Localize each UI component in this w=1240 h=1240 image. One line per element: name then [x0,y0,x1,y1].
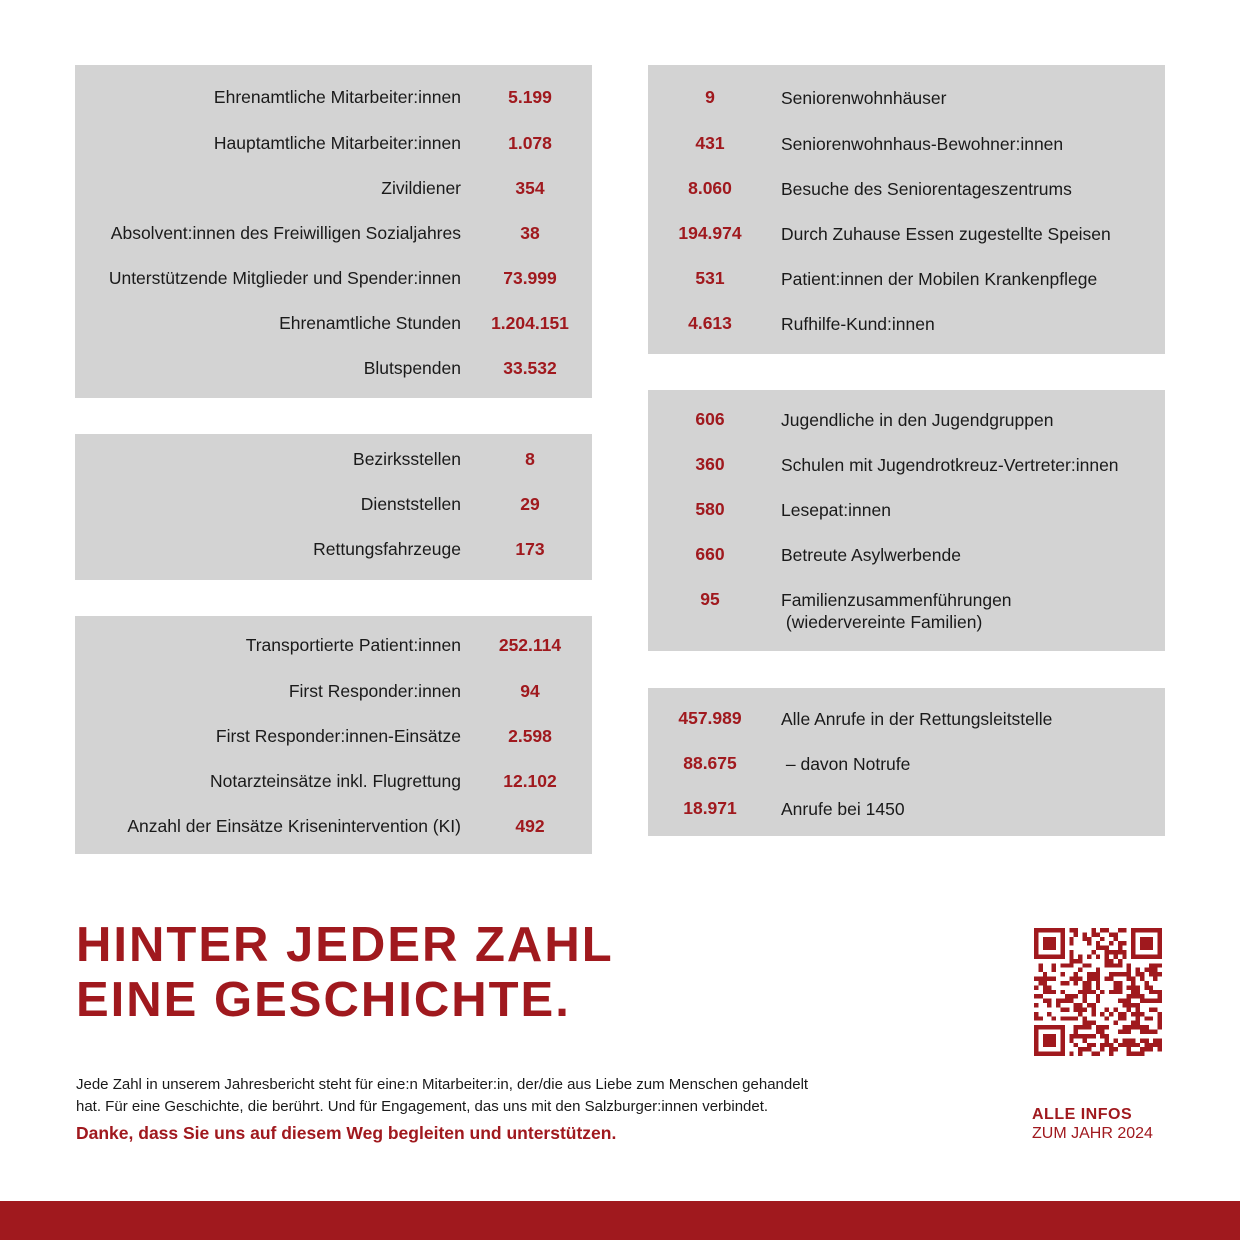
stat-value: 8.060 [688,178,732,198]
stat-label: Hauptamtliche Mitarbeiter:innen [213,133,461,153]
headline-line-1: HINTER JEDER ZAHL [76,918,614,972]
stat-label: Dienststellen [360,494,461,514]
stat-value: 457.989 [678,708,742,728]
stat-label: Absolvent:innen des Freiwilligen Sozialjahres [110,223,461,243]
stat-label: Seniorenwohnhäuser [781,88,947,108]
stat-row [648,753,1165,777]
stat-label: Familienzusammenführungen (wiedervereinte Familien) [781,590,1012,632]
cta-line-2: ZUM JAHR 2024 [1032,1125,1153,1142]
staff-panel [75,65,592,398]
stat-row [648,133,1165,157]
stat-label: Schulen mit Jugendrotkreuz-Vertreter:innen [781,455,1119,475]
stat-label: Ehrenamtliche Mitarbeiter:innen [213,87,461,107]
stat-value: 606 [695,409,725,429]
stat-label: Zivildiener [381,178,461,198]
stat-row [648,87,1165,111]
stat-value: 1.204.151 [491,313,569,333]
cta-line-1: ALLE INFOS [1032,1106,1133,1123]
stat-label: Rettungsfahrzeuge [313,539,461,559]
stat-label: Alle Anrufe in der Rettungsleitstelle [781,709,1053,729]
qr-code-icon[interactable] [1034,928,1162,1056]
stat-row [75,816,592,840]
stat-label: – davon Notrufe [781,754,911,774]
stat-value: 580 [695,499,725,519]
thanks-text: Danke, dass Sie uns auf diesem Weg begleiten und unterstützen. [76,1123,617,1143]
stat-value: 8 [525,449,535,469]
stat-value: 73.999 [503,268,557,288]
stat-row [648,798,1165,822]
stat-label: Notarzteinsätze inkl. Flugrettung [210,771,461,791]
stat-row [75,87,592,111]
stat-value: 252.114 [498,635,562,655]
stat-row [75,539,592,563]
stat-value: 5.199 [508,87,552,107]
stat-value: 29 [520,494,540,514]
stat-value: 18.971 [683,798,737,818]
stat-row [75,681,592,705]
body-text: Jede Zahl in unserem Jahresbericht steht für eine:n Mitarbeiter:in, der/die aus Liebe zum Menschen gehandelt hat. Für eine Geschichte, die berührt. Und für Engagement, das uns mit den Salzburger:innen verbindet. [76,1076,809,1115]
calls-panel [648,688,1165,836]
stat-row [648,313,1165,337]
stat-row [75,726,592,750]
stat-value: 2.598 [508,726,552,746]
stat-value: 95 [700,589,720,609]
stat-value: 531 [695,268,725,288]
stat-label: First Responder:innen-Einsätze [215,726,461,746]
locations-panel [75,434,592,580]
stat-row [75,494,592,518]
stat-label: Besuche des Seniorentageszentrums [781,179,1072,199]
youth-panel [648,390,1165,651]
stat-label: Durch Zuhause Essen zugestellte Speisen [781,224,1111,244]
stat-value: 12.102 [503,771,557,791]
stat-row [648,268,1165,292]
rescue-panel [75,616,592,854]
stat-row [648,454,1165,478]
stat-row [75,178,592,202]
stat-label: Patient:innen der Mobilen Krankenpflege [781,269,1098,289]
stat-row [648,178,1165,202]
headline-line-2: EINE GESCHICHTE. [76,973,571,1027]
stat-label: Anzahl der Einsätze Krisenintervention (KI) [127,816,461,836]
stat-label: Unterstützende Mitglieder und Spender:innen [108,268,461,288]
stat-value: 360 [695,454,725,474]
stat-value: 354 [515,178,545,198]
stat-row [648,708,1165,732]
stat-label: Blutspenden [363,358,461,378]
stat-value: 33.532 [503,358,557,378]
stat-row [75,358,592,382]
stat-label: Transportierte Patient:innen [245,635,461,655]
stat-label: Betreute Asylwerbende [781,545,961,565]
stat-value: 1.078 [508,133,552,153]
cta-block[interactable] [1032,1105,1153,1143]
stat-value: 431 [695,133,725,153]
stat-row [648,409,1165,433]
stat-row [75,268,592,292]
stat-row [75,449,592,473]
headline [76,918,614,1028]
stat-row [75,133,592,157]
stat-row [648,499,1165,523]
stat-label: Bezirksstellen [353,449,461,469]
stat-row [75,635,592,659]
stat-label: Jugendliche in den Jugendgruppen [781,410,1054,430]
stat-label: Rufhilfe-Kund:innen [781,314,935,334]
seniors-panel [648,65,1165,354]
stat-value: 4.613 [688,313,732,333]
stat-row [75,313,592,337]
stat-row [648,589,1165,633]
stat-value: 38 [520,223,540,243]
footer-bar [0,1201,1240,1240]
stat-value: 194.974 [678,223,742,243]
stat-label: Ehrenamtliche Stunden [279,313,461,333]
stat-row [648,544,1165,568]
stat-label: First Responder:innen [288,681,461,701]
stat-value: 9 [705,87,715,107]
stat-value: 88.675 [683,753,737,773]
stat-value: 660 [695,544,725,564]
stat-label: Anrufe bei 1450 [781,799,905,819]
stat-row [648,223,1165,247]
stat-row [75,771,592,795]
stat-row [75,223,592,247]
stat-label: Seniorenwohnhaus-Bewohner:innen [781,134,1064,154]
stat-value: 492 [515,816,545,836]
stat-value: 173 [515,539,545,559]
stat-value: 94 [520,681,540,701]
stat-label: Lesepat:innen [781,500,891,520]
